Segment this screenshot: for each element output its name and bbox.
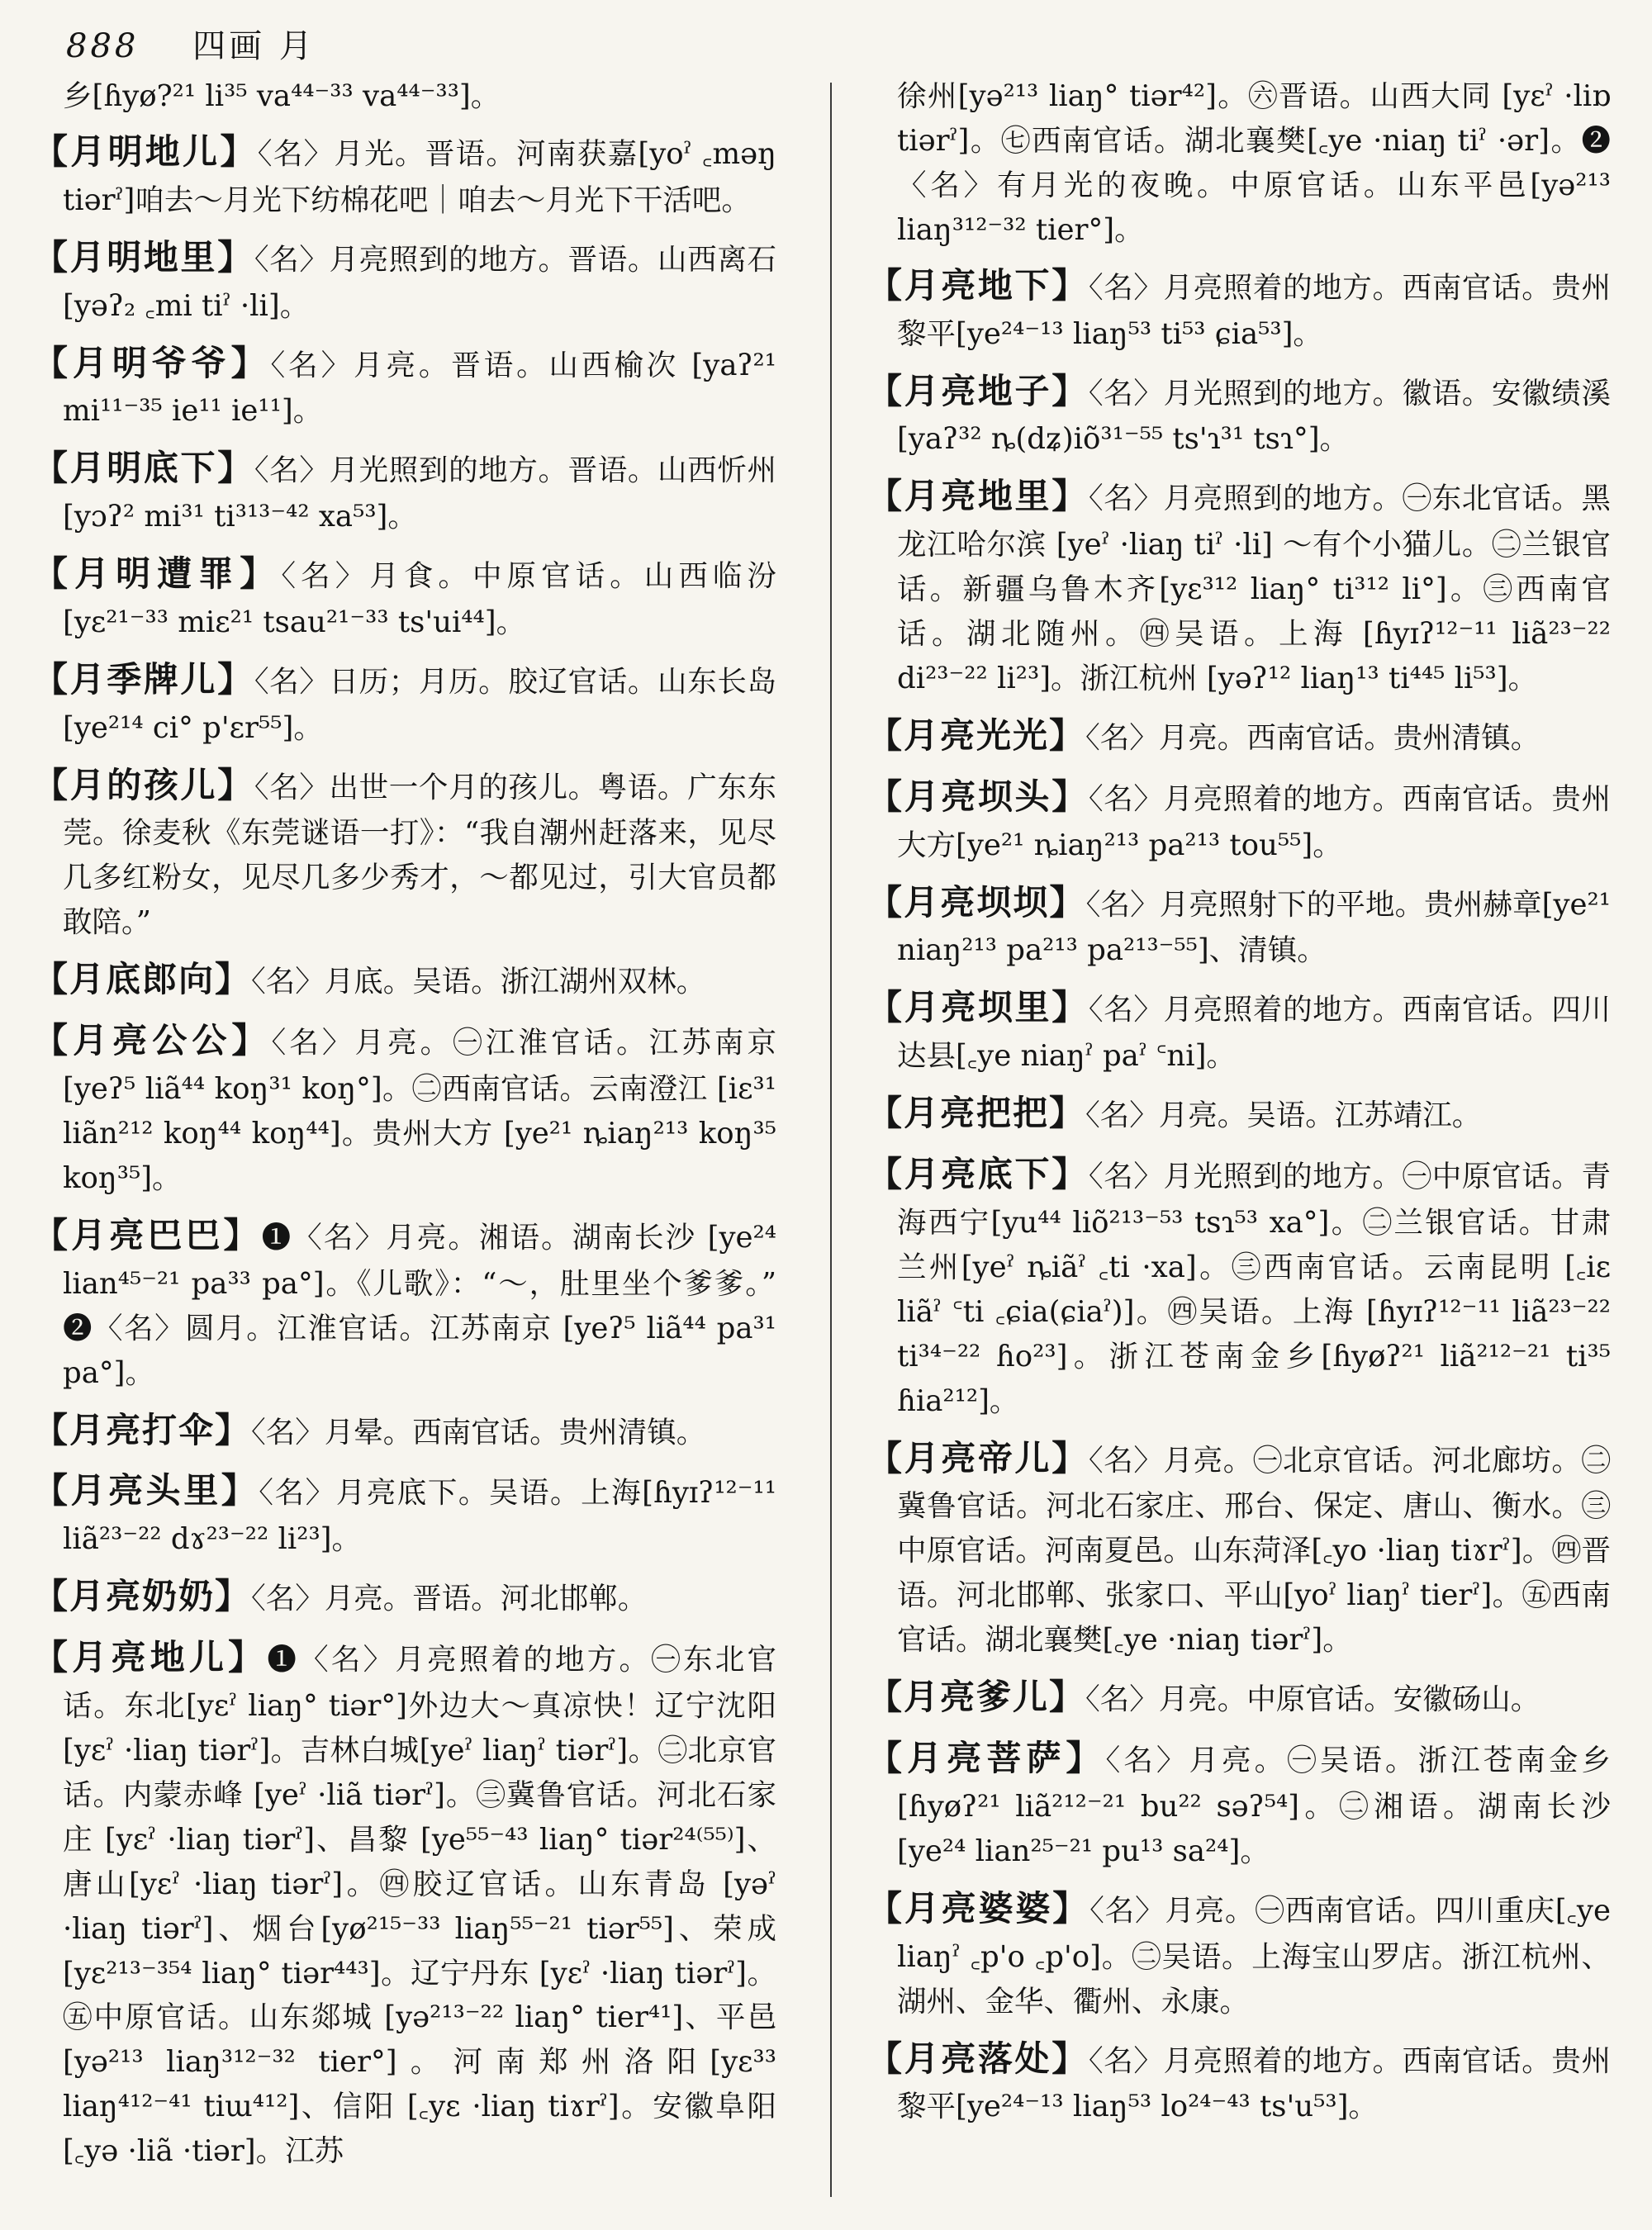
dictionary-entry bbox=[33, 231, 776, 329]
entry-headword: 【月亮爹儿】 bbox=[867, 1677, 1086, 1718]
entry-definition: 〈名〉月亮照着的地方。西南官话。贵州大方[ye²¹ ȵiaŋ²¹³ pa²¹³ tou⁵⁵]。 bbox=[897, 781, 1611, 862]
dictionary-entry bbox=[33, 1209, 776, 1396]
entry-list bbox=[867, 259, 1611, 2130]
dictionary-entry bbox=[867, 981, 1611, 1079]
entry-headword: 【月亮底下】 bbox=[867, 1154, 1089, 1195]
entry-headword: 【月亮帝儿】 bbox=[867, 1437, 1089, 1478]
entry-headword: 【月明爷爷】 bbox=[33, 342, 271, 383]
section-title: 四画 月 bbox=[192, 27, 316, 65]
entry-headword: 【月亮把把】 bbox=[867, 1093, 1086, 1134]
entry-headword: 【月亮地里】 bbox=[867, 476, 1089, 517]
entry-definition: 〈名〉月晕。西南官话。贵州清镇。 bbox=[251, 1415, 706, 1450]
entry-headword: 【月亮巴巴】 bbox=[33, 1214, 262, 1255]
entry-definition: 〈名〉月食。中原官话。山西临汾 [yɛ²¹⁻³³ miɛ²¹ tsau²¹⁻³³ ts'ui⁴⁴]。 bbox=[63, 559, 776, 639]
dictionary-entry bbox=[867, 1882, 1611, 2024]
entry-definition: 〈名〉出世一个月的孩儿。粤语。广东东莞。徐麦秋《东莞谜语一打》：“我自潮州赶落来，见尽几多红粉女，见尽几多少秀才，～都见过，引大官员都敢陪。” bbox=[63, 770, 776, 940]
dictionary-entry bbox=[33, 1570, 776, 1623]
entry-definition: 〈名〉月亮照到的地方。晋语。山西离石[yəʔ₂ ꜀mi tiˀ ·li]。 bbox=[63, 242, 776, 323]
entry-headword: 【月亮打伞】 bbox=[33, 1409, 252, 1450]
entry-definition: 〈名〉月亮。㊀北京官话。河北廊坊。㊁冀鲁官话。河北石家庄、邢台、保定、唐山、衡水。㊂中原官话。河南夏邑。山东菏泽[꜀yo ·liaŋ tiɤrˀ]。㊃晋语。河北邯郸、张家口、平山[yoˀ liaŋˀ tierˀ]。㊄西南官话。湖北襄樊[꜀ye ·niaŋ tiərˀ]。 bbox=[897, 1443, 1611, 1658]
entry-headword: 【月亮地下】 bbox=[867, 264, 1089, 306]
entry-headword: 【月的孩儿】 bbox=[33, 764, 254, 805]
dictionary-entry bbox=[867, 470, 1611, 701]
entry-definition: 〈名〉月亮。中原官话。安徽砀山。 bbox=[1085, 1682, 1540, 1717]
entry-definition: ❶〈名〉月亮照着的地方。㊀东北官话。东北[yɛˀ liaŋ° tiər°]外边大～真凉快！辽宁沈阳[yɛˀ ·liaŋ tiərˀ]。吉林白城[yeˀ liaŋˀ tiərˀ]。㊁北京官话。内蒙赤峰 [yeˀ ·liã tiərˀ]。㊂冀鲁官话。河北石家庄 [yɛˀ ·liaŋ tiərˀ]、昌黎 [ye⁵⁵⁻⁴³ liaŋ° tiər²⁴⁽⁵⁵⁾]、唐山[yɛˀ ·liaŋ tiərˀ]。㊃胶辽官话。山东青岛 [yəˀ ·liaŋ tiərˀ]、烟台[yø²¹⁵⁻³³ liaŋ⁵⁵⁻²¹ tiər⁵⁵]、荣成[yɛ²¹³⁻³⁵⁴ liaŋ° tiər⁴⁴³]。辽宁丹东 [yɛˀ ·liaŋ tiərˀ]。㊄中原官话。山东郯城 [yə²¹³⁻²² liaŋ° tier⁴¹]、平邑[yə²¹³ liaŋ³¹²⁻³² tier°]。河南郑州洛阳[yɛ³³ liaŋ⁴¹²⁻⁴¹ tiɯ⁴¹²]、信阳 [꜀yɛ ·liaŋ tiɤrˀ]。安徽阜阳 [꜀yə ·liã ·tiər]。江苏 bbox=[63, 1642, 776, 2169]
dictionary-entry bbox=[867, 709, 1611, 762]
dictionary-entry bbox=[33, 1464, 776, 1562]
dictionary-entry bbox=[867, 365, 1611, 463]
entry-definition: 〈名〉月亮照着的地方。西南官话。贵州黎平[ye²⁴⁻¹³ liaŋ⁵³ lo²⁴⁻⁴³ ts'u⁵³]。 bbox=[897, 2043, 1611, 2124]
entry-headword: 【月亮坝头】 bbox=[867, 776, 1089, 817]
entry-definition: 〈名〉月亮。晋语。山西榆次 [yaʔ²¹ mi¹¹⁻³⁵ ie¹¹ ie¹¹]。 bbox=[63, 348, 776, 429]
dictionary-entry bbox=[33, 126, 776, 223]
right-column bbox=[867, 74, 1611, 2137]
entry-definition: 〈名〉月亮。㊀西南官话。四川重庆[꜀ye liaŋˀ ꜀p'o ꜀p'o]。㊁吴语。上海宝山罗店。浙江杭州、湖州、金华、衢州、永康。 bbox=[897, 1893, 1611, 2019]
entry-definition: 〈名〉月亮照到的地方。㊀东北官话。黑龙江哈尔滨 [yeˀ ·liaŋ tiˀ ·li] ～有个小猫儿。㊁兰银官话。新疆乌鲁木齐[yɛ³¹² liaŋ° ti³¹² li°]。㊂西南官话。湖北随州。㊃吴语。上海 [ɦyɪʔ¹²⁻¹¹ liã²³⁻²² di²³⁻²² li²³]。浙江杭州 [yəʔ¹² liaŋ¹³ ti⁴⁴⁵ li⁵³]。 bbox=[897, 482, 1611, 696]
entry-headword: 【月亮地儿】 bbox=[33, 1636, 268, 1677]
dictionary-entry bbox=[33, 953, 776, 1006]
page-header bbox=[66, 20, 316, 67]
entry-headword: 【月亮婆婆】 bbox=[867, 1887, 1090, 1929]
entry-definition: 〈名〉月亮。㊀吴语。浙江苍南金乡[ɦyøʔ²¹ liã²¹²⁻²¹ bu²² səʔ⁵⁴]。㊁湘语。湖南长沙 [ye²⁴ lian²⁵⁻²¹ pu¹³ sa²⁴]。 bbox=[897, 1744, 1611, 1868]
entry-definition: 〈名〉月亮。吴语。江苏靖江。 bbox=[1085, 1098, 1482, 1133]
dictionary-entry bbox=[867, 1148, 1611, 1424]
entry-headword: 【月亮坝里】 bbox=[867, 987, 1089, 1028]
entry-headword: 【月底郎向】 bbox=[33, 959, 252, 1000]
entry-definition: 〈名〉月亮。晋语。河北邯郸。 bbox=[251, 1582, 648, 1616]
entry-definition: 〈名〉月光。晋语。河南获嘉[yoˀ ꜀məŋ tiərˀ]咱去～月光下纺棉花吧｜咱去～月光下干活吧。 bbox=[63, 136, 776, 217]
dictionary-entry bbox=[33, 653, 776, 751]
entry-headword: 【月季牌儿】 bbox=[33, 658, 254, 700]
entry-list bbox=[33, 126, 776, 2174]
column-divider bbox=[830, 83, 832, 2197]
entry-headword: 【月明地里】 bbox=[33, 236, 254, 278]
entry-definition: 〈名〉月亮照着的地方。西南官话。贵州黎平[ye²⁴⁻¹³ liaŋ⁵³ ti⁵³ ɕia⁵³]。 bbox=[897, 270, 1611, 351]
dictionary-entry bbox=[33, 548, 776, 645]
dictionary-entry bbox=[867, 1671, 1611, 1724]
continuation-text: 徐州[yə²¹³ liaŋ° tiər⁴²]。㊅晋语。山西大同 [yɛˀ ·liɒ tiərˀ]。㊆西南官话。湖北襄樊[꜀ye ·niaŋ tiˀ ·ər]。❷〈名〉有月光的夜晚。中原官话。山东平邑[yə²¹³ liaŋ³¹²⁻³² tier°]。 bbox=[897, 79, 1611, 247]
entry-definition: 〈名〉日历；月历。胶辽官话。山东长岛 [ye²¹⁴ ci° p'ɛr⁵⁵]。 bbox=[63, 664, 776, 745]
dictionary-entry bbox=[867, 1732, 1611, 1874]
dictionary-entry bbox=[867, 771, 1611, 868]
dictionary-entry bbox=[33, 1404, 776, 1457]
entry-definition: 〈名〉月亮照射下的平地。贵州赫章[ye²¹ niaŋ²¹³ pa²¹³ pa²¹³⁻⁵⁵]、清镇。 bbox=[897, 887, 1611, 968]
continuation-text: 乡[ɦyø?²¹ li³⁵ va⁴⁴⁻³³ va⁴⁴⁻³³]。 bbox=[63, 79, 501, 113]
dictionary-entry bbox=[867, 1087, 1611, 1140]
entry-headword: 【月亮地子】 bbox=[867, 370, 1089, 411]
entry-headword: 【月亮头里】 bbox=[33, 1470, 259, 1511]
entry-definition: 〈名〉月亮。㊀江淮官话。江苏南京[yeʔ⁵ liã⁴⁴ koŋ³¹ koŋ°]。㊁西南官话。云南澄江 [iɛ³¹ liãn²¹² koŋ⁴⁴ koŋ⁴⁴]。贵州大方 [ye²¹ ȵiaŋ²¹³ koŋ³⁵ koŋ³⁵]。 bbox=[63, 1026, 776, 1195]
dictionary-entry bbox=[867, 1432, 1611, 1663]
dictionary-entry bbox=[33, 337, 776, 434]
entry-definition: 〈名〉月光照到的地方。晋语。山西忻州 [yɔʔ² mi³¹ ti³¹³⁻⁴² xa⁵³]。 bbox=[63, 453, 776, 534]
entry-headword: 【月亮奶奶】 bbox=[33, 1576, 252, 1617]
entry-headword: 【月明底下】 bbox=[33, 448, 254, 489]
entry-definition: 〈名〉月光照到的地方。㊀中原官话。青海西宁[yu⁴⁴ liõ²¹³⁻⁵³ tsɿ⁵³ xa°]。㊁兰银官话。甘肃兰州[yeˀ ȵiãˀ ꜀ti ·xa]。㊂西南官话。云南昆明 [꜀iɛ liãˀ ꜂ti ꜀ɕia(ɕiaˀ)]。㊃吴语。上海 [ɦyɪʔ¹²⁻¹¹ liã²³⁻²² ti³⁴⁻²² ɦo²³]。浙江苍南金乡[ɦyøʔ²¹ liã²¹²⁻²¹ ti³⁵ ɦia²¹²]。 bbox=[897, 1160, 1611, 1418]
entry-definition: ❶〈名〉月亮。湘语。湖南长沙 [ye²⁴ lian⁴⁵⁻²¹ pa³³ pa°]。《儿歌》：“～，肚里坐个爹爹。” ❷〈名〉圆月。江淮官话。江苏南京 [yeʔ⁵ liã⁴⁴ pa³¹ pa°]。 bbox=[63, 1220, 776, 1390]
entry-headword: 【月亮落处】 bbox=[867, 2038, 1089, 2079]
entry-headword: 【月明遭罪】 bbox=[33, 553, 282, 595]
entry-headword: 【月明地儿】 bbox=[33, 130, 258, 172]
entry-headword: 【月亮菩萨】 bbox=[867, 1738, 1106, 1779]
entry-definition: 〈名〉月亮底下。吴语。上海[ɦyɪʔ¹²⁻¹¹ liã²³⁻²² dɤ²³⁻²² li²³]。 bbox=[63, 1476, 776, 1557]
dictionary-entry bbox=[867, 259, 1611, 357]
dictionary-entry bbox=[867, 876, 1611, 974]
dictionary-entry bbox=[33, 759, 776, 946]
entry-definition: 〈名〉月光照到的地方。徽语。安徽绩溪 [yaʔ³² ȵ(dʑ)iõ³¹⁻⁵⁵ ts'ɿ³¹ tsɿ°]。 bbox=[897, 376, 1611, 457]
entry-headword: 【月亮光光】 bbox=[867, 715, 1086, 757]
entry-definition: 〈名〉月亮。西南官话。贵州清镇。 bbox=[1085, 721, 1540, 756]
page-number: 888 bbox=[66, 27, 140, 65]
entry-definition: 〈名〉月底。吴语。浙江湖州双林。 bbox=[251, 965, 706, 999]
entry-headword: 【月亮公公】 bbox=[33, 1020, 272, 1061]
dictionary-entry bbox=[33, 1631, 776, 2174]
entry-definition: 〈名〉月亮照着的地方。西南官话。四川达县[꜀ye niaŋˀ paˀ ꜂ni]。 bbox=[897, 993, 1611, 1074]
dictionary-entry bbox=[33, 442, 776, 539]
left-column bbox=[33, 74, 776, 2182]
entry-headword: 【月亮坝坝】 bbox=[867, 881, 1086, 923]
dictionary-entry bbox=[33, 1014, 776, 1201]
dictionary-entry bbox=[867, 2033, 1611, 2130]
